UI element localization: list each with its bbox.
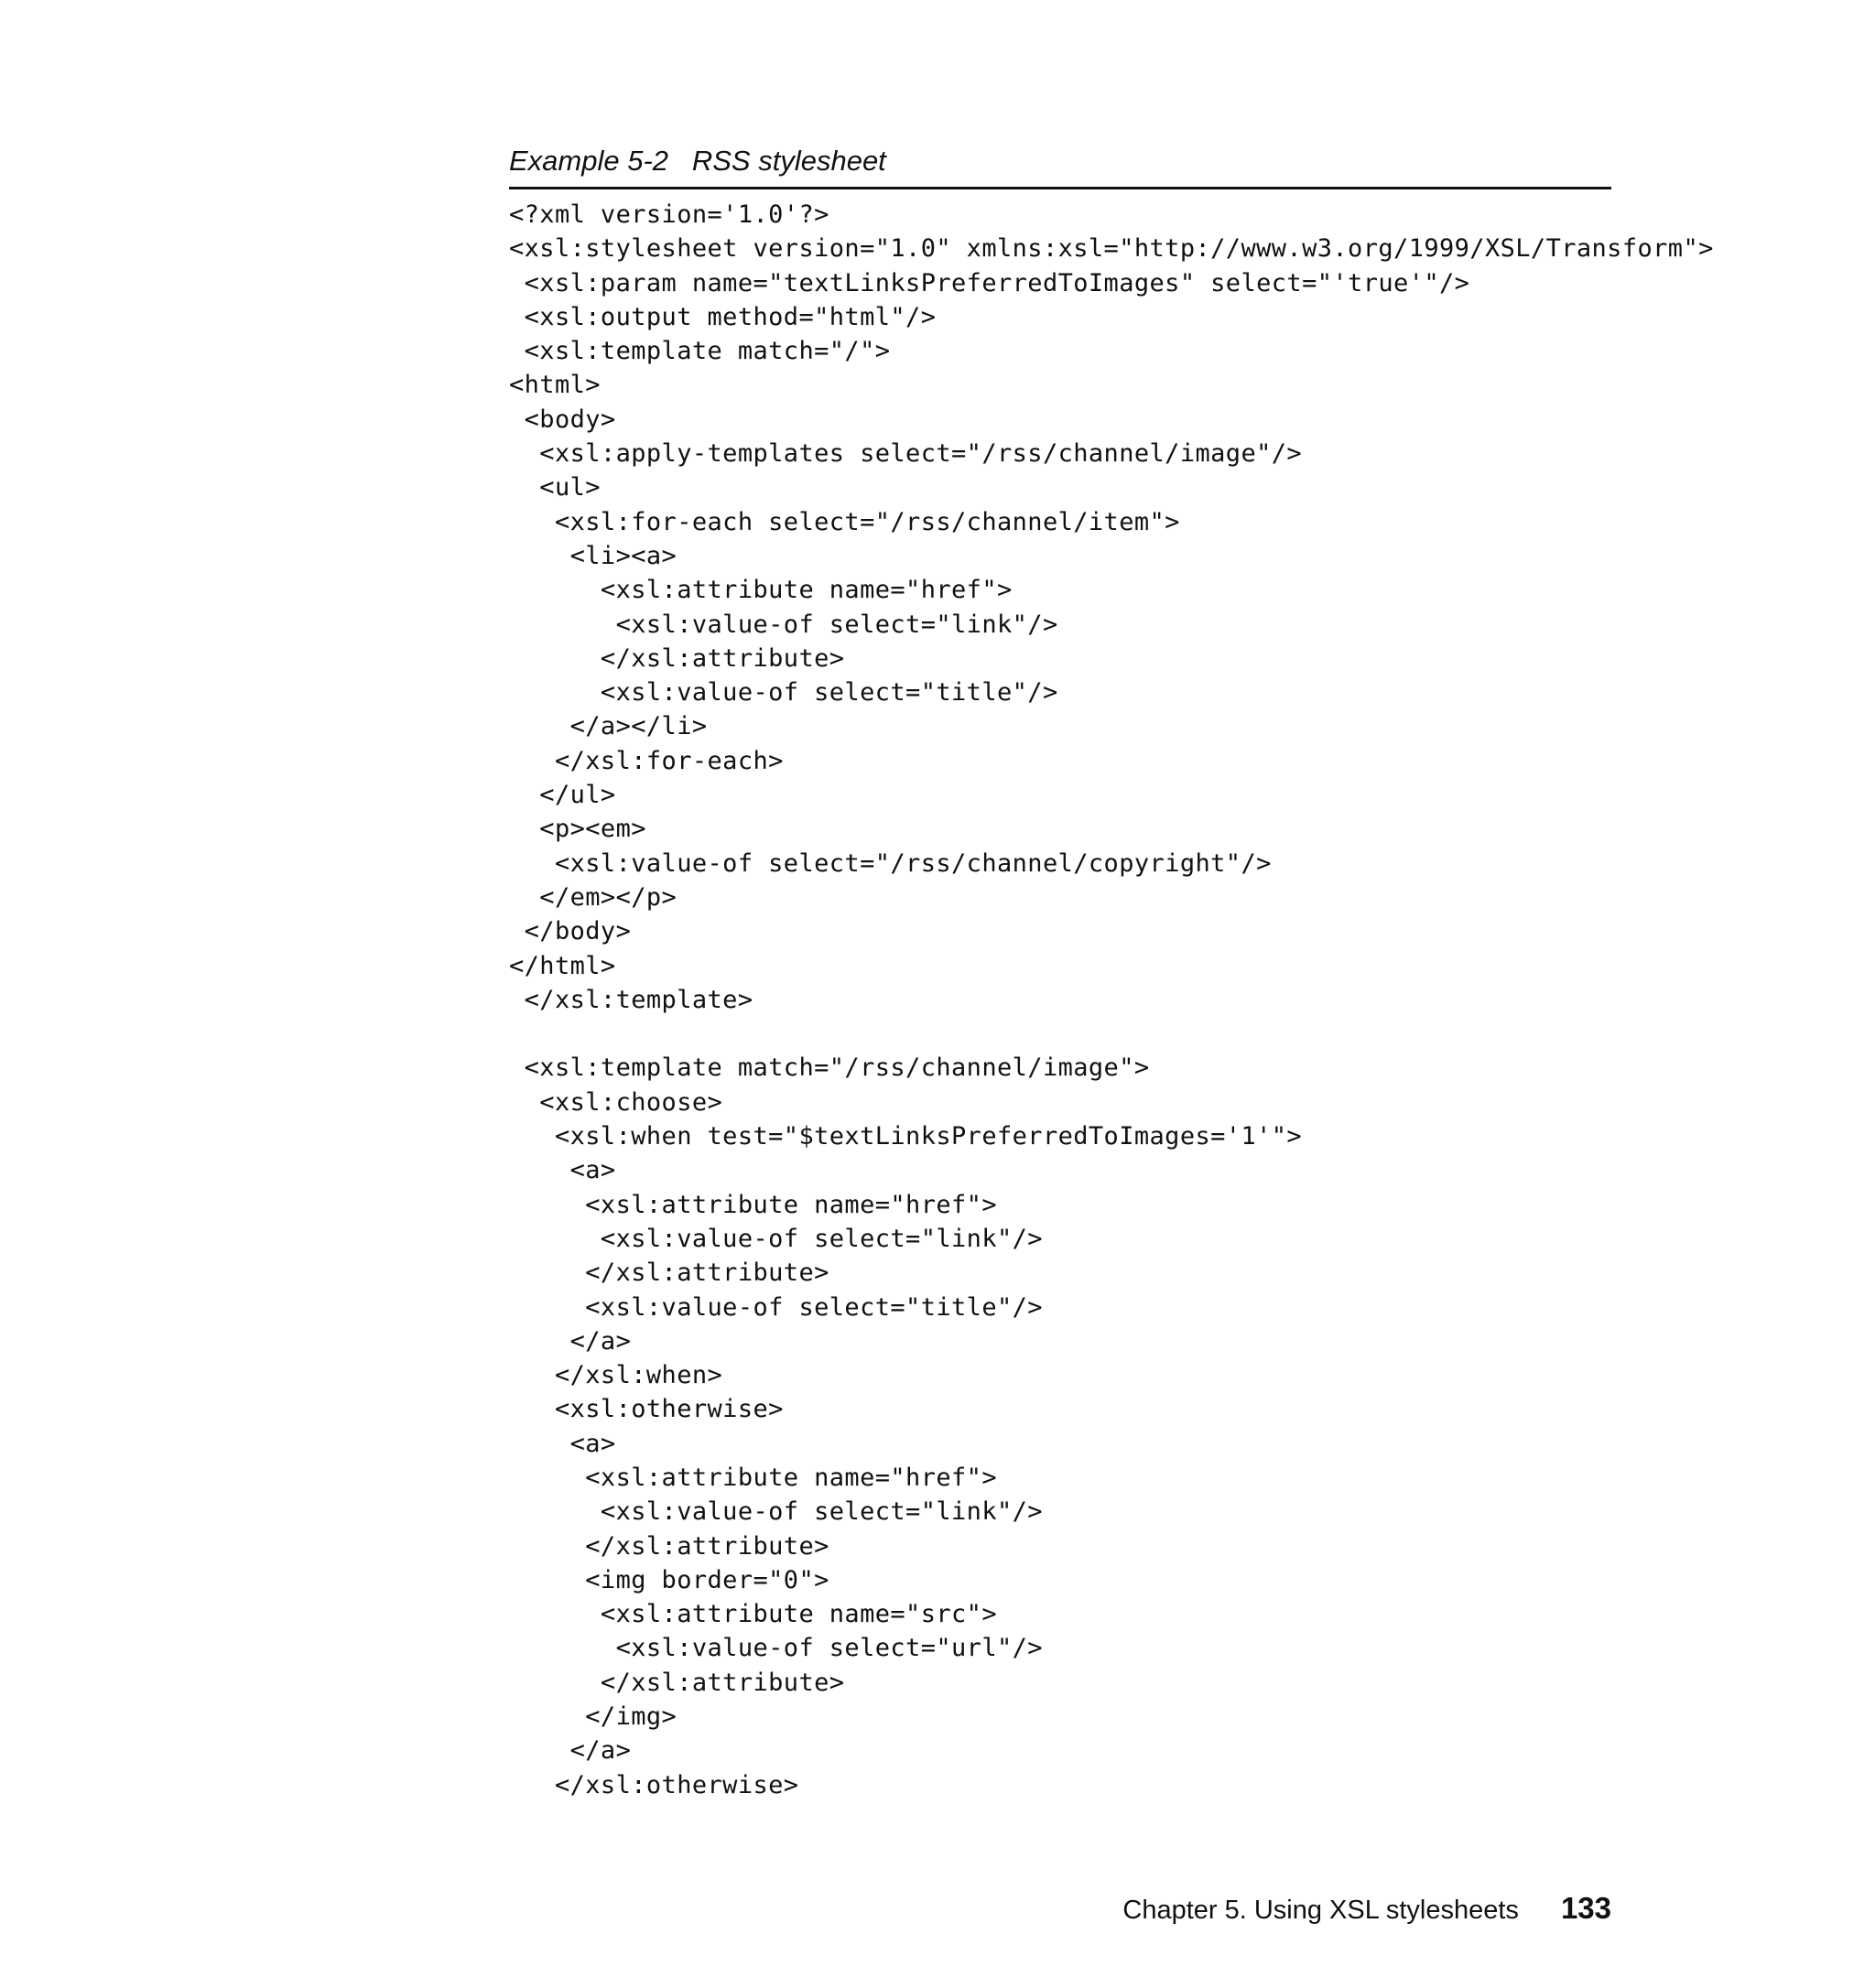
code-line: <xsl:when test="$textLinksPreferredToImages='1'"> — [509, 1122, 1303, 1151]
example-caption: Example 5-2 RSS stylesheet — [509, 143, 1611, 189]
code-line: <body> — [509, 405, 616, 434]
code-listing — [509, 198, 1714, 1802]
code-line: <html> — [509, 371, 601, 400]
code-line: <a> — [509, 1156, 616, 1185]
page-number: 133 — [1560, 1891, 1611, 1925]
code-line: </xsl:attribute> — [509, 1668, 845, 1697]
code-line: </ul> — [509, 781, 616, 810]
code-line: <xsl:otherwise> — [509, 1395, 784, 1424]
code-line: <xsl:value-of select="link"/> — [509, 610, 1058, 639]
page-footer — [1122, 1891, 1611, 1926]
code-line: </xsl:attribute> — [509, 1259, 829, 1288]
code-line — [509, 1017, 1611, 1051]
code-line: <xsl:value-of select="title"/> — [509, 1292, 1043, 1322]
code-line: <xsl:output method="html"/> — [509, 302, 937, 331]
code-line: </xsl:attribute> — [509, 643, 845, 673]
code-line: </a> — [509, 1736, 632, 1766]
code-line: <xsl:stylesheet version="1.0" xmlns:xsl="http://www.w3.org/1999/XSL/Transform"> — [509, 234, 1714, 264]
code-line: </em></p> — [509, 882, 677, 912]
code-line: <xsl:param name="textLinksPreferredToImages" select="'true'"/> — [509, 268, 1470, 297]
code-line: </xsl:for-each> — [509, 746, 784, 775]
code-line: <xsl:value-of select="/rss/channel/copyright"/> — [509, 848, 1272, 878]
code-line: <xsl:value-of select="link"/> — [509, 1224, 1043, 1253]
code-line: </a></li> — [509, 712, 708, 741]
code-line: <xsl:template match="/rss/channel/image"> — [509, 1053, 1150, 1083]
code-line: </xsl:template> — [509, 985, 753, 1014]
code-line: </xsl:when> — [509, 1361, 723, 1390]
code-line: <xsl:choose> — [509, 1087, 723, 1117]
code-line: <xsl:for-each select="/rss/channel/item"> — [509, 507, 1180, 536]
code-line: <xsl:attribute name="href"> — [509, 576, 1013, 605]
code-line: <xsl:attribute name="href"> — [509, 1190, 997, 1219]
code-line: </img> — [509, 1702, 677, 1732]
code-line: </xsl:otherwise> — [509, 1770, 799, 1799]
code-line: <xsl:apply-templates select="/rss/channel/image"/> — [509, 439, 1303, 469]
code-line: </a> — [509, 1326, 632, 1356]
code-line: <a> — [509, 1429, 616, 1458]
code-line: <xsl:template match="/"> — [509, 337, 891, 366]
code-line: <xsl:value-of select="link"/> — [509, 1497, 1043, 1527]
code-line: <?xml version='1.0'?> — [509, 200, 829, 229]
code-line: <ul> — [509, 473, 601, 502]
code-line: </xsl:attribute> — [509, 1531, 829, 1561]
footer-chapter-title: Chapter 5. Using XSL stylesheets — [1122, 1896, 1519, 1925]
code-line: </body> — [509, 917, 632, 946]
code-line: <xsl:attribute name="src"> — [509, 1600, 997, 1629]
code-line: <li><a> — [509, 541, 677, 570]
code-line: </html> — [509, 951, 616, 980]
code-line: <xsl:value-of select="url"/> — [509, 1634, 1043, 1663]
code-line: <p><em> — [509, 815, 646, 844]
code-line: <img border="0"> — [509, 1565, 829, 1594]
code-line: <xsl:value-of select="title"/> — [509, 678, 1058, 708]
code-line: <xsl:attribute name="href"> — [509, 1463, 997, 1492]
